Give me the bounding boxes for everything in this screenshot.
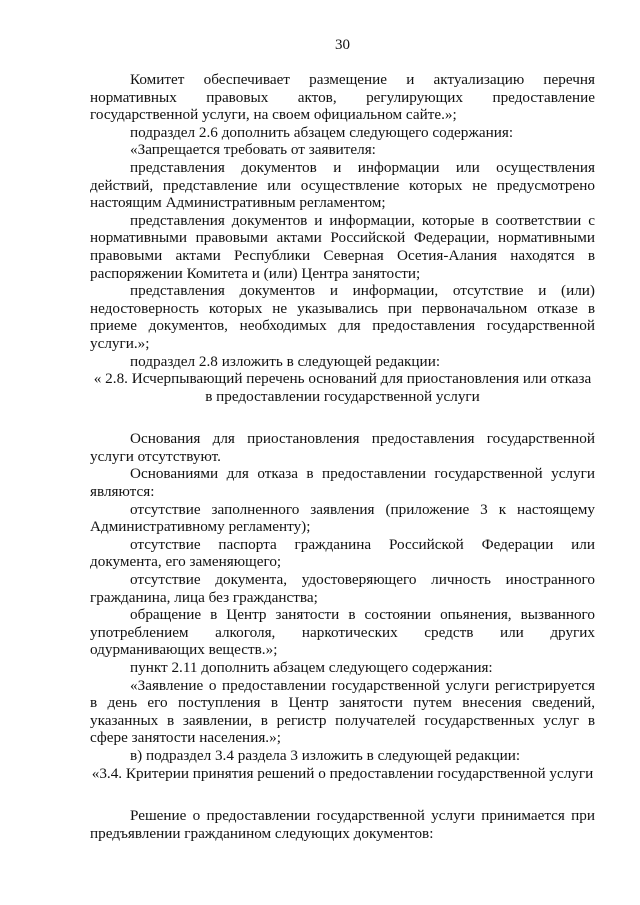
paragraph-refusal-item-1: отсутствие заполненного заявления (приложение 3 к настоящему Административному регламенту); <box>90 500 595 536</box>
heading-2-8: « 2.8. Исчерпывающий перечень оснований для приостановления или отказа в предоставлении государственной услуги <box>93 370 592 405</box>
paragraph-prohibited-item-3: представления документов и информации, отсутствие и (или) недостоверность которых не указывались при первоначальном отказе в приеме документов, необходимых для предоставления государственной услуги.»; <box>90 282 595 352</box>
paragraph-subsection-2-6: подраздел 2.6 дополнить абзацем следующего содержания: <box>130 123 514 141</box>
paragraph-subsection-3-4: в) подраздел 3.4 раздела 3 изложить в следующей редакции: <box>130 746 521 764</box>
paragraph-prohibited-item-1: представления документов и информации или осуществления действий, представление или осуществление которых не предусмотрено настоящим Административным регламентом; <box>90 158 595 212</box>
document-body <box>90 71 595 842</box>
paragraph-subsection-2-8: подраздел 2.8 изложить в следующей редакции: <box>130 352 441 370</box>
paragraph-decision: Решение о предоставлении государственной услуги принимается при предъявлении гражданином следующих документов: <box>90 807 595 842</box>
heading-3-4: «3.4. Критерии принятия решений о предоставлении государственной услуги <box>91 764 594 782</box>
paragraph-refusal-item-4: обращение в Центр занятости в состоянии опьянения, вызванного употреблением алкоголя, наркотических средств или других одурманивающих веществ.»; <box>90 606 595 659</box>
paragraph-committee-list: Комитет обеспечивает размещение и актуализацию перечня нормативных правовых актов, регулирующих предоставление государственной услуги, на своем официальном сайте.»; <box>90 71 595 124</box>
paragraph-registration: «Заявление о предоставлении государственной услуги регистрируется в день его поступления в Центр занятости путем внесения сведений, указанных в заявлении, в регистр получателей государственных услуг в сфере занятости населения.»; <box>90 676 595 747</box>
paragraph-point-2-11: пункт 2.11 дополнить абзацем следующего содержания: <box>130 659 493 676</box>
paragraph-no-suspension: Основания для приостановления предоставления государственной услуги отсутствуют. <box>90 430 595 465</box>
paragraph-prohibited-item-2: представления документов и информации, которые в соответствии с нормативными правовыми актами Российской Федерации, нормативными правовыми актами Республики Северная Осетия-Алания находятся в распоряжении Комитета и (или) Центра занятости; <box>90 211 595 282</box>
paragraph-refusal-item-2: отсутствие паспорта гражданина Российской Федерации или документа, его заменяющего; <box>90 535 595 571</box>
paragraph-refusal-intro: Основаниями для отказа в предоставлении государственной услуги являются: <box>90 465 595 501</box>
paragraph-refusal-item-3: отсутствие документа, удостоверяющего личность иностранного гражданина, лица без гражданства; <box>90 571 595 606</box>
paragraph-prohibited-intro: «Запрещается требовать от заявителя: <box>130 141 376 159</box>
page-number: 30 <box>335 37 350 53</box>
